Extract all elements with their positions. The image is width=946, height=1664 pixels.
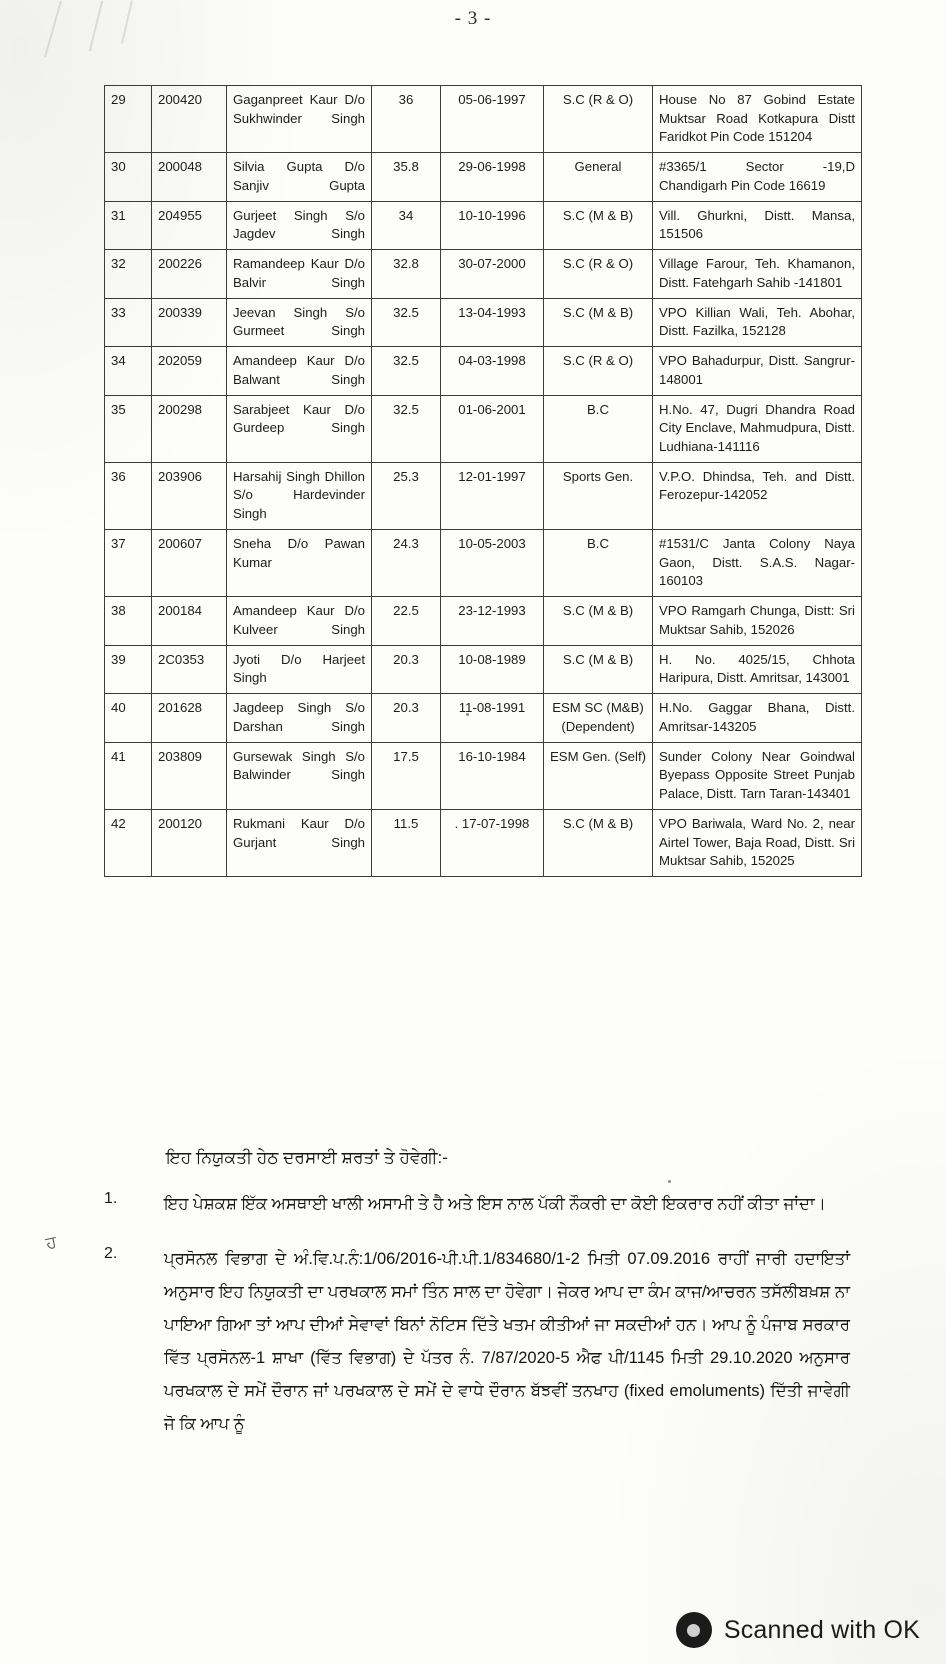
camera-lens-icon bbox=[676, 1612, 712, 1648]
cell-dob: 30-07-2000 bbox=[441, 250, 544, 298]
term-text: ਪ੍ਰਸੋਨਲ ਵਿਭਾਗ ਦੇ ਅੰ.ਵਿ.ਪ.ਨੰ:1/06/2016-ਪੀ.ਪੀ.1/834680/1-2 ਮਿਤੀ 07.09.2016 ਰਾਹੀਂ ਜਾਰੀ ਹਦਾਇਤਾਂ ਅਨੁਸਾਰ ਇਹ ਨਿਯੁਕਤੀ ਦਾ ਪਰਖਕਾਲ ਸਮਾਂ ਤਿੰਨ ਸਾਲ ਦਾ ਹੋਵੇਗਾ। ਜੇਕਰ ਆਪ ਦਾ ਕੰਮ ਕਾਜ/ਆਚਰਨ ਤਸੱਲੀਬਖ਼ਸ਼ ਨਾ ਪਾਇਆ ਗਿਆ ਤਾਂ ਆਪ ਦੀਆਂ ਸੇਵਾਵਾਂ ਬਿਨਾਂ ਨੋਟਿਸ ਦਿੱਤੇ ਖਤਮ ਕੀਤੀਆਂ ਜਾ ਸਕਦੀਆਂ ਹਨ। ਆਪ ਨੂੰ ਪੰਜਾਬ ਸਰਕਾਰ ਵਿੱਤ ਪ੍ਰਸੋਨਲ-1 ਸ਼ਾਖਾ (ਵਿੱਤ ਵਿਭਾਗ) ਦੇ ਪੱਤਰ ਨੰ. 7/87/2020-5 ਐਫ ਪੀ/1145 ਮਿਤੀ 29.10.2020 ਅਨੁਸਾਰ ਪਰਖਕਾਲ ਦੇ ਸਮੇਂ ਦੌਰਾਨ ਜਾਂ ਪਰਖਕਾਲ ਦੇ ਸਮੇਂ ਦੇ ਵਾਧੇ ਦੌਰਾਨ ਬੱਝਵੀਂ ਤਨਖਾਹ (fixed emoluments) ਦਿੱਤੀ ਜਾਵੇਗੀ ਜੋ ਕਿ ਆਪ ਨੂੰ bbox=[164, 1250, 850, 1433]
scan-speck bbox=[668, 1180, 671, 1183]
cell-sr: 36 bbox=[105, 462, 152, 529]
cell-dob: 04-03-1998 bbox=[441, 347, 544, 395]
cell-roll-no: 200339 bbox=[152, 298, 227, 346]
cell-category: S.C (M & B) bbox=[544, 298, 653, 346]
cell-dob: 12-01-1997 bbox=[441, 462, 544, 529]
cell-dob: 29-06-1998 bbox=[441, 153, 544, 201]
cell-marks: 24.3 bbox=[372, 529, 441, 596]
cell-roll-no: 200607 bbox=[152, 529, 227, 596]
page-number: - 3 - bbox=[454, 8, 492, 29]
cell-roll-no: 200298 bbox=[152, 395, 227, 462]
cell-marks: 32.5 bbox=[372, 395, 441, 462]
cell-name: Gaganpreet Kaur D/o Sukhwinder Singh bbox=[227, 86, 372, 153]
scan-speck bbox=[466, 713, 469, 716]
cell-category: ESM SC (M&B) (Dependent) bbox=[544, 694, 653, 742]
cell-category: General bbox=[544, 153, 653, 201]
cell-name: Harsahij Singh Dhillon S/o Hardevinder Singh bbox=[227, 462, 372, 529]
cell-sr: 31 bbox=[105, 201, 152, 249]
cell-dob: 23-12-1993 bbox=[441, 597, 544, 645]
list-item bbox=[104, 1243, 850, 1441]
cell-roll-no: 200048 bbox=[152, 153, 227, 201]
cell-address: H.No. 47, Dugri Dhandra Road City Enclave, Mahmudpura, Distt. Ludhiana-141116 bbox=[653, 395, 862, 462]
cell-address: Vill. Ghurkni, Distt. Mansa, 151506 bbox=[653, 201, 862, 249]
cell-marks: 20.3 bbox=[372, 694, 441, 742]
scanner-watermark bbox=[0, 1596, 946, 1664]
cell-name: Jagdeep Singh S/o Darshan Singh bbox=[227, 694, 372, 742]
cell-roll-no: 200184 bbox=[152, 597, 227, 645]
cell-address: VPO Ramgarh Chunga, Distt: Sri Muktsar Sahib, 152026 bbox=[653, 597, 862, 645]
cell-marks: 22.5 bbox=[372, 597, 441, 645]
cell-address: VPO Bahadurpur, Distt. Sangrur-148001 bbox=[653, 347, 862, 395]
table-row bbox=[105, 645, 862, 693]
cell-dob: 16-10-1984 bbox=[441, 742, 544, 809]
table-row bbox=[105, 694, 862, 742]
watermark-text: Scanned with OK bbox=[723, 1615, 920, 1644]
cell-address: H.No. Gaggar Bhana, Distt. Amritsar-143205 bbox=[653, 694, 862, 742]
cell-category: S.C (M & B) bbox=[544, 201, 653, 249]
cell-address: House No 87 Gobind Estate Muktsar Road Kotkapura Distt Faridkot Pin Code 151204 bbox=[653, 86, 862, 153]
cell-dob: 10-10-1996 bbox=[441, 201, 544, 249]
cell-name: Gursewak Singh S/o Balwinder Singh bbox=[227, 742, 372, 809]
cell-dob: 05-06-1997 bbox=[441, 86, 544, 153]
cell-roll-no: 203906 bbox=[152, 462, 227, 529]
cell-sr: 34 bbox=[105, 347, 152, 395]
cell-name: Amandeep Kaur D/o Kulveer Singh bbox=[227, 597, 372, 645]
list-item bbox=[104, 1188, 850, 1221]
cell-category: S.C (R & O) bbox=[544, 86, 653, 153]
cell-roll-no: 203809 bbox=[152, 742, 227, 809]
table-row bbox=[105, 250, 862, 298]
cell-marks: 34 bbox=[372, 201, 441, 249]
cell-name: Sarabjeet Kaur D/o Gurdeep Singh bbox=[227, 395, 372, 462]
margin-mark: ਹ bbox=[44, 1232, 59, 1253]
table-row bbox=[105, 153, 862, 201]
cell-category: S.C (M & B) bbox=[544, 597, 653, 645]
cell-address: V.P.O. Dhindsa, Teh. and Distt. Ferozepur-142052 bbox=[653, 462, 862, 529]
cell-category: ESM Gen. (Self) bbox=[544, 742, 653, 809]
cell-roll-no: 2C0353 bbox=[152, 645, 227, 693]
cell-address: Village Farour, Teh. Khamanon, Distt. Fatehgarh Sahib -141801 bbox=[653, 250, 862, 298]
cell-name: Silvia Gupta D/o Sanjiv Gupta bbox=[227, 153, 372, 201]
table-row bbox=[105, 742, 862, 809]
cell-marks: 32.5 bbox=[372, 347, 441, 395]
cell-category: B.C bbox=[544, 529, 653, 596]
table-row bbox=[105, 347, 862, 395]
table-row bbox=[105, 529, 862, 596]
cell-marks: 32.8 bbox=[372, 250, 441, 298]
cell-category: S.C (M & B) bbox=[544, 645, 653, 693]
cell-marks: 25.3 bbox=[372, 462, 441, 529]
cell-address: Sunder Colony Near Goindwal Byepass Opposite Street Punjab Palace, Distt. Tarn Taran-143401 bbox=[653, 742, 862, 809]
cell-sr: 33 bbox=[105, 298, 152, 346]
cell-dob: 13-04-1993 bbox=[441, 298, 544, 346]
cell-dob: 10-08-1989 bbox=[441, 645, 544, 693]
cell-sr: 38 bbox=[105, 597, 152, 645]
cell-address: #3365/1 Sector -19,D Chandigarh Pin Code 16619 bbox=[653, 153, 862, 201]
cell-name: Amandeep Kaur D/o Balwant Singh bbox=[227, 347, 372, 395]
term-number: 1. bbox=[104, 1190, 118, 1207]
cell-sr: 35 bbox=[105, 395, 152, 462]
table-row bbox=[105, 597, 862, 645]
term-number: 2. bbox=[104, 1245, 118, 1262]
cell-roll-no: 200226 bbox=[152, 250, 227, 298]
table-row bbox=[105, 201, 862, 249]
cell-name: Rukmani Kaur D/o Gurjant Singh bbox=[227, 809, 372, 876]
cell-marks: 20.3 bbox=[372, 645, 441, 693]
cell-sr: 40 bbox=[105, 694, 152, 742]
cell-address: VPO Killian Wali, Teh. Abohar, Distt. Fazilka, 152128 bbox=[653, 298, 862, 346]
cell-address: H. No. 4025/15, Chhota Haripura, Distt. Amritsar, 143001 bbox=[653, 645, 862, 693]
cell-marks: 32.5 bbox=[372, 298, 441, 346]
table-row bbox=[105, 462, 862, 529]
cell-marks: 35.8 bbox=[372, 153, 441, 201]
table-row bbox=[105, 809, 862, 876]
cell-roll-no: 200420 bbox=[152, 86, 227, 153]
cell-sr: 29 bbox=[105, 86, 152, 153]
cell-sr: 37 bbox=[105, 529, 152, 596]
cell-roll-no: 204955 bbox=[152, 201, 227, 249]
conditions-heading: ਇਹ ਨਿਯੁਕਤੀ ਹੇਠ ਦਰਸਾਈ ਸ਼ਰਤਾਂ ਤੇ ਹੋਵੇਗੀ:- bbox=[166, 1148, 448, 1167]
cell-name: Jeevan Singh S/o Gurmeet Singh bbox=[227, 298, 372, 346]
table-row bbox=[105, 298, 862, 346]
cell-category: S.C (R & O) bbox=[544, 347, 653, 395]
cell-roll-no: 200120 bbox=[152, 809, 227, 876]
cell-sr: 39 bbox=[105, 645, 152, 693]
cell-sr: 32 bbox=[105, 250, 152, 298]
cell-category: S.C (M & B) bbox=[544, 809, 653, 876]
table-row bbox=[105, 395, 862, 462]
cell-category: S.C (R & O) bbox=[544, 250, 653, 298]
cell-name: Ramandeep Kaur D/o Balvir Singh bbox=[227, 250, 372, 298]
candidates-table bbox=[104, 85, 862, 877]
cell-dob: 11-08-1991 bbox=[441, 694, 544, 742]
cell-category: B.C bbox=[544, 395, 653, 462]
cell-marks: 11.5 bbox=[372, 809, 441, 876]
cell-marks: 17.5 bbox=[372, 742, 441, 809]
cell-dob: . 17-07-1998 bbox=[441, 809, 544, 876]
cell-sr: 30 bbox=[105, 153, 152, 201]
cell-dob: 01-06-2001 bbox=[441, 395, 544, 462]
conditions-list bbox=[104, 1188, 850, 1463]
cell-name: Gurjeet Singh S/o Jagdev Singh bbox=[227, 201, 372, 249]
table-row bbox=[105, 86, 862, 153]
cell-sr: 41 bbox=[105, 742, 152, 809]
term-text: ਇਹ ਪੇਸ਼ਕਸ਼ ਇੱਕ ਅਸਥਾਈ ਖਾਲੀ ਅਸਾਮੀ ਤੇ ਹੈ ਅਤੇ ਇਸ ਨਾਲ ਪੱਕੀ ਨੌਕਰੀ ਦਾ ਕੋਈ ਇਕਰਾਰ ਨਹੀਂ ਕੀਤਾ ਜਾਂਦਾ। bbox=[164, 1195, 826, 1213]
cell-address: #1531/C Janta Colony Naya Gaon, Distt. S.A.S. Nagar-160103 bbox=[653, 529, 862, 596]
cell-name: Jyoti D/o Harjeet Singh bbox=[227, 645, 372, 693]
cell-dob: 10-05-2003 bbox=[441, 529, 544, 596]
cell-name: Sneha D/o Pawan Kumar bbox=[227, 529, 372, 596]
cell-roll-no: 201628 bbox=[152, 694, 227, 742]
cell-sr: 42 bbox=[105, 809, 152, 876]
cell-roll-no: 202059 bbox=[152, 347, 227, 395]
cell-marks: 36 bbox=[372, 86, 441, 153]
cell-category: Sports Gen. bbox=[544, 462, 653, 529]
cell-address: VPO Bariwala, Ward No. 2, near Airtel Tower, Baja Road, Distt. Sri Muktsar Sahib, 152025 bbox=[653, 809, 862, 876]
